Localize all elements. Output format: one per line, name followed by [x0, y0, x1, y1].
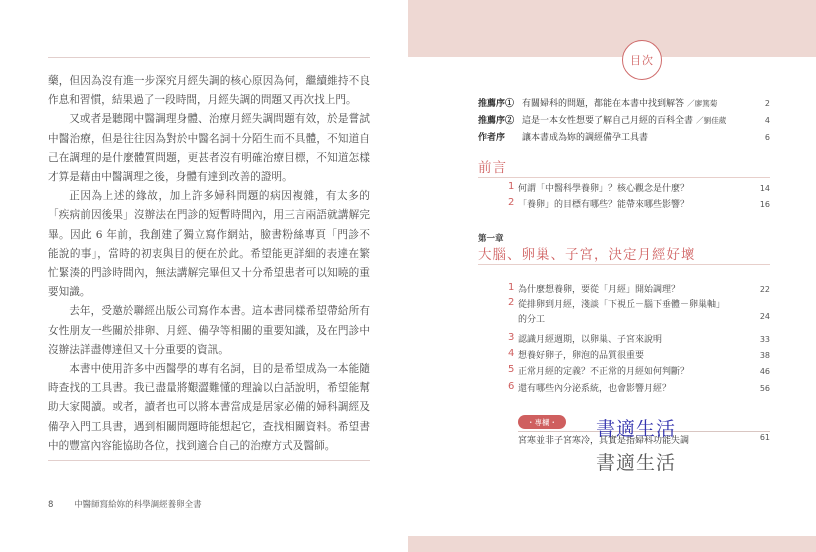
front-title: 有關婦科的問題，都能在本書中找到解答 — [522, 99, 685, 109]
entry-page: 16 — [759, 200, 770, 209]
entry-text: 正常月經的定義？不正常的月經如何判斷？ — [518, 367, 690, 377]
paragraph: 本書中使用許多中西醫學的專有名詞，目的是希望成為一本能隨時查找的工具書。我已盡量將艱澀難懂的理論以白話說明，希望能幫助大家閱讀。或者，讀者也可以將本書當成是居家必備的婦科調經及備孕入門工具書，遇到相關問題時能想起它，查找相關資料。希望書中的豐富內容能協助各位，找到適合自己的治療方式及醫師。 — [48, 363, 370, 452]
entry-page: 46 — [759, 367, 770, 376]
entry-number: 1 — [508, 282, 515, 293]
entry-text: 認識月經週期，以卵巢、子宮來說明 — [518, 335, 663, 345]
entry-text-cont: 的分工 — [518, 315, 546, 325]
chapter-title: 大腦、卵巢、子宮，決定月經好壞 — [478, 247, 696, 263]
column-text: 宮寒並非子宮寒冷，其實是指婦科功能失調 — [518, 436, 690, 446]
watermark-text: 書適生活 — [596, 418, 677, 440]
column-page: 61 — [759, 433, 770, 442]
toc-entry-continuation[interactable] — [518, 312, 770, 325]
entry-text: 從排卵到月經，淺談「下視丘－腦下垂體－卵巢軸」 — [518, 300, 726, 310]
toc-front-item[interactable] — [478, 130, 770, 143]
preface-title: 前言 — [478, 160, 507, 176]
entry-text: 何謂「中醫科學養卵」？核心觀念是什麼？ — [518, 184, 690, 194]
front-page: 6 — [764, 133, 770, 142]
bottom-rule — [48, 460, 370, 461]
toc-front-item[interactable] — [478, 96, 770, 109]
entry-page: 38 — [759, 351, 770, 360]
top-rule — [48, 57, 370, 58]
entry-number: 2 — [508, 297, 515, 308]
toc-entry[interactable] — [508, 381, 770, 394]
entry-page: 22 — [759, 285, 770, 294]
entry-number: 3 — [508, 332, 515, 343]
entry-number: 5 — [508, 364, 515, 375]
paragraph: 又或者是聽聞中醫調理身體、治療月經失調問題有效，於是嘗試中醫治療，但是往往因為對於中醫名詞十分陌生而不具體，不知道自己在調理的是什麼體質問題，更甚者沒有明確治療目標，不知道怎樣才算是藉由中醫調理之後，身體有達到改善的證明。 — [48, 113, 370, 184]
column-badge: ・專欄・ — [518, 415, 566, 429]
front-page: 2 — [764, 99, 770, 108]
watermark-text: 書適生活 — [596, 452, 677, 474]
entry-text: 「養卵」的目標有哪些？能帶來哪些影響？ — [518, 200, 690, 210]
toc-badge: 目次 — [622, 40, 662, 80]
paragraph: 藥，但因為沒有進一步深究月經失調的核心原因為何，繼續維持不良作息和習慣，結果過了一段時間，月經失調的問題又再次找上門。 — [48, 75, 370, 107]
section-rule — [478, 177, 770, 178]
page-footer — [48, 498, 202, 510]
running-title: 中醫師寫給妳的科學調經養卵全書 — [74, 500, 202, 510]
toc-entry[interactable] — [508, 297, 770, 310]
entry-number: 2 — [508, 197, 515, 208]
toc-entry[interactable] — [508, 181, 770, 194]
front-author: ／廖篤菊 — [687, 99, 718, 108]
entry-page: 56 — [759, 384, 770, 393]
entry-text: 還有哪些內分泌系統，也會影響月經？ — [518, 384, 672, 394]
entry-number: 4 — [508, 348, 515, 359]
paragraph: 去年，受邀於聯經出版公司寫作本書。這本書同樣希望帶給所有女性朋友一些關於排卵、月經、備孕等相關的重要知識，及在門診中沒辦法詳盡傳達但又十分重要的資訊。 — [48, 305, 370, 356]
toc-entry[interactable] — [508, 364, 770, 377]
toc-entry[interactable] — [508, 348, 770, 361]
entry-number: 1 — [508, 181, 515, 192]
paragraph: 正因為上述的緣故，加上許多婦科問題的病因複雜，有太多的「疾病前因後果」沒辦法在門診的短暫時間內，用三言兩語就講解完畢。因此 6 年前，我創建了獨立寫作網站，臉書粉絲專頁「門診不能說的事」，當時的初衷與目的便在於此。希望能更詳細的表達在繁忙緊湊的門診時間內，無法講解完畢但又十分希望患者可以知曉的重要知識。 — [48, 190, 370, 299]
toc-front-item[interactable] — [478, 113, 770, 126]
section-rule — [478, 264, 770, 265]
front-title: 這是一本女性想要了解自己月經的百科全書 — [522, 116, 694, 126]
front-page: 4 — [764, 116, 770, 125]
entry-page: 33 — [759, 335, 770, 344]
page-number: 8 — [48, 500, 54, 510]
front-title: 讓本書成為妳的調經備孕工具書 — [522, 133, 649, 143]
front-label: 推薦序② — [478, 116, 515, 126]
preface-body-text — [48, 72, 370, 456]
toc-entry[interactable] — [508, 197, 770, 210]
entry-text: 想養好卵子，卵泡的品質很重要 — [518, 351, 645, 361]
entry-page: 14 — [759, 184, 770, 193]
front-label: 推薦序① — [478, 99, 515, 109]
entry-text: 為什麼想養卵，要從「月經」開始調理？ — [518, 285, 681, 295]
entry-number: 6 — [508, 381, 515, 392]
toc-entry[interactable] — [508, 332, 770, 345]
front-label: 作者序 — [478, 133, 506, 143]
toc-entry[interactable] — [508, 282, 770, 295]
chapter-label: 第一章 — [478, 234, 504, 244]
front-author: ／劉佳葳 — [696, 116, 727, 125]
entry-page: 24 — [759, 312, 770, 321]
